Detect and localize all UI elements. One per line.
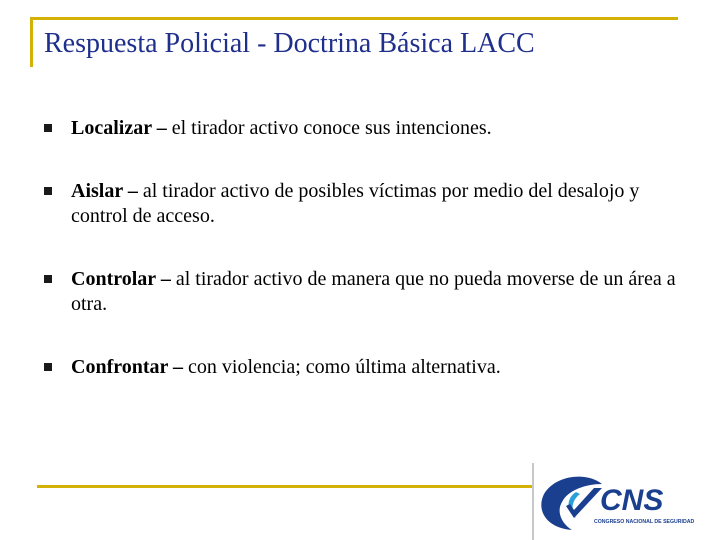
bullet-term: Controlar – [71,268,171,290]
bullet-list [44,116,684,418]
bullet-controlar [44,267,684,317]
footer-gold-line [37,485,532,488]
cns-logo [536,466,718,538]
slide-title: Respuesta Policial - Doctrina Básica LACC [44,28,535,59]
bullet-text: el tirador activo conoce sus intenciones. [171,117,492,139]
bullet-term: Aislar – [71,180,138,202]
title-frame-top-line [30,17,678,20]
bullet-text: al tirador activo de posibles víctimas por medio del desalojo y control de acceso. [71,180,640,227]
logo-tagline: CONGRESO NACIONAL DE SEGURIDAD [594,519,695,525]
square-bullet-icon [44,124,52,132]
footer-divider [532,463,534,540]
bullet-text: al tirador activo de manera que no pueda moverse de un área a otra. [71,268,676,315]
square-bullet-icon [44,363,52,371]
bullet-term: Localizar – [71,117,167,139]
bullet-confrontar [44,355,684,380]
square-bullet-icon [44,275,52,283]
bullet-text: con violencia; como última alternativa. [188,356,501,378]
logo-wordmark: CNS [600,484,664,517]
bullet-localizar [44,116,684,141]
bullet-aislar [44,179,684,229]
title-frame-left-line [30,17,33,67]
square-bullet-icon [44,187,52,195]
bullet-term: Confrontar – [71,356,184,378]
